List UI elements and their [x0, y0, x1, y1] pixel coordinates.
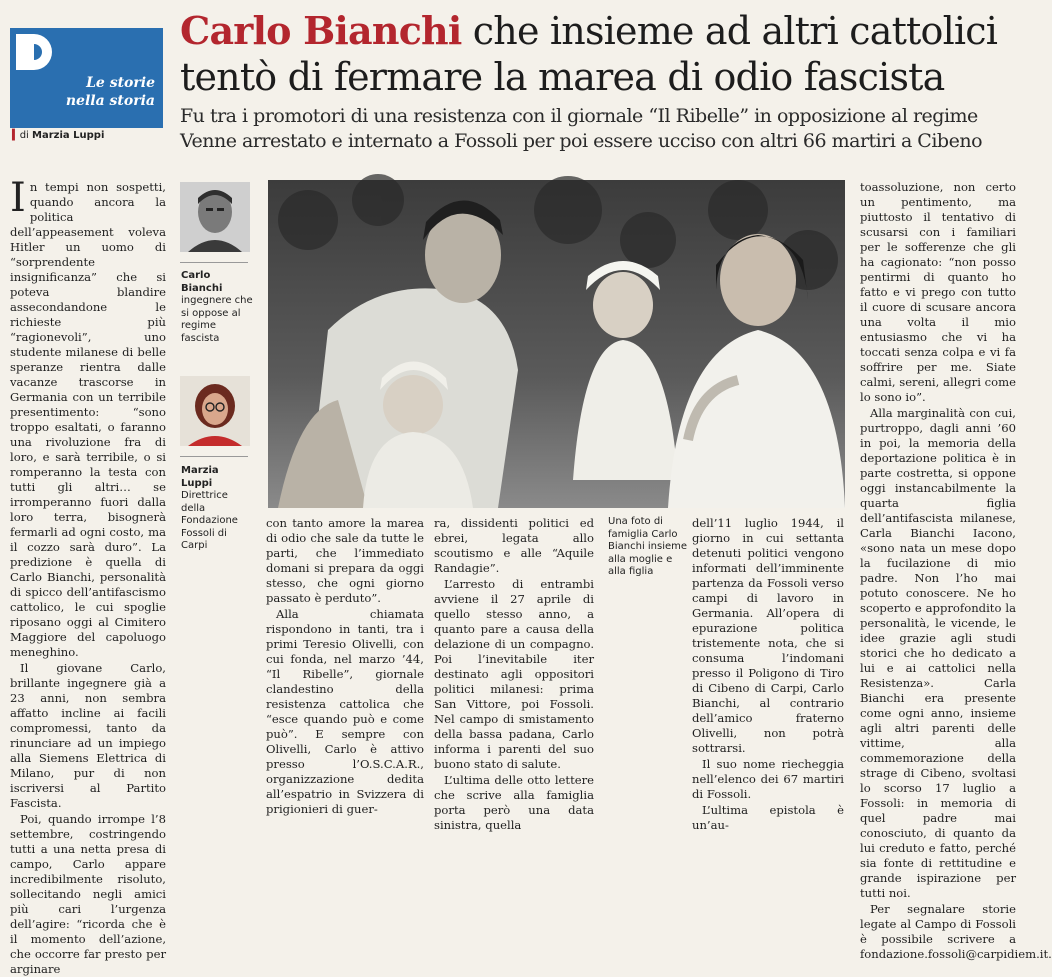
sidebar-divider-1 — [180, 262, 248, 263]
column5-paragraph2: Alla marginalità con cui, purtroppo, dagli anni ’60 in poi, la memoria della deportazione politica è in parte costretta, si oppone oggi instancabilmente la quarta figlia dell’antifascista milanese, Carla Bianchi Iacono, «sono nata un mese dopo la fucilazione di mio padre. Non l’ho mai potuto conoscere. Ne ho scoperto e approfondito la personalità, le vicende, le idee grazie agli studi storici che ho dedicato a lui e ai cattolici nella Resistenza». Carla Bianchi era presente come ogni anno, insieme agli altri parenti delle vittime, alla commemorazione della strage di Cibeno, svoltasi lo scorso 17 luglio a Fossoli: in memoria di quel padre mai conosciuto, di quanto da lui creduto e fatto, perché sia fonte di rettitudine e grande ispirazione per tutti noi. — [860, 406, 1016, 900]
family-photo-image-icon — [268, 180, 845, 508]
column4-paragraph2: Il suo nome riecheggia nell’elenco dei 67 martiri di Fossoli. — [692, 757, 844, 801]
subhead-line1: Fu tra i promotori di una resistenza con il giornale “Il Ribelle” in opposizione al regime — [180, 105, 978, 127]
column4-paragraph3: L’ultima epistola è un’au- — [692, 803, 844, 832]
carlo-caption-name: Carlo Bianchi — [181, 270, 223, 294]
byline-marker-icon: ▍ — [12, 130, 20, 141]
column5-paragraph1: toassoluzione, non certo un pentimento, ma piuttosto il tentativo di scusarsi con i familiari per le sofferenze che gli ha cagionato: “non posso pentirmi di quanto ho fatto e vi prego con tutto il cuore di scusare ancora una volta il mio entusiasmo che vi ha toccati senza colpa e vi fa soffrire per me. Siate calmi, sereni, allegri come lo sono io”. — [860, 180, 1016, 404]
marzia-caption-name: Marzia Luppi — [181, 465, 219, 489]
column1-text1: n tempi non sospetti, quando ancora la politica dell’appeasement voleva Hitler un uomo di “sorprendente insignificanza” che si poteva blandire assecondandone le richieste più “ragionevoli”, uno studente milanese di belle speranze rientra dalle vacanze trascorse in Germania con un terribile presentimento: “sono troppo esaltati, o faranno una rivoluzione fra di loro, e sarà terribile, o si romperanno la testa con tutti gli altri… se irromperanno fuori dalla loro terra, bisognerà fermarli ad ogni costo, ma il cozzo sarà duro”. La predizione è quella di Carlo Bianchi, personalità di spicco dell’antifascismo cattolico, le cui spoglie riposano oggi al Cimitero Maggiore del capoluogo meneghino. — [10, 180, 166, 659]
marzia-luppi-portrait — [180, 376, 250, 446]
column1-paragraph1 — [10, 175, 166, 660]
marzia-caption — [181, 465, 253, 553]
headline — [180, 8, 1020, 100]
column1-paragraph2: Il giovane Carlo, brillante ingegnere già a 23 anni, non sembra affatto incline ai facili compromessi, tanto da rinunciare ad un impiego alla Siemens Elettrica di Milano, pur di non iscriversi al Partito Fascista. — [10, 661, 166, 810]
byline — [12, 130, 104, 141]
headline-line1: che insieme ad altri cattolici — [472, 9, 998, 53]
series-title — [45, 74, 155, 110]
headline-line2: tentò di fermare la marea di odio fascista — [180, 55, 945, 99]
subhead-line2: Venne arrestato e internato a Fossoli per poi essere ucciso con altri 66 martiri a Cibeno — [180, 130, 983, 152]
article-column-5 — [860, 180, 1052, 961]
carlo-portrait-image-icon — [180, 182, 250, 252]
series-logo-icon — [12, 30, 56, 74]
carlo-bianchi-portrait — [180, 182, 250, 252]
column2-paragraph2: Alla chiamata rispondono in tanti, tra i primi Teresio Olivelli, con cui fonda, nel marzo ’44, “Il Ribelle”, giornale clandestino della resistenza cattolica che “esce quando può e come può”. E sempre con Olivelli, Carlo è attivo presso l’O.S.C.A.R., organizzazione dedita all’espatrio in Svizzera di prigionieri di guer- — [266, 607, 424, 816]
column3-paragraph3: L’ultima delle otto lettere che scrive alla famiglia porta però una data sinistra, quella — [434, 773, 594, 832]
series-title-line2: nella storia — [65, 93, 155, 109]
article-column-3 — [434, 516, 594, 832]
series-title-line1: Le storie — [86, 75, 155, 91]
column1-paragraph3: Poi, quando irrompe l’8 settembre, costringendo tutti a una netta presa di campo, Carlo appare incredibilmente risoluto, sollecitando negli amici più cari l’urgenza dell’agire: “ricorda che è il momento dell’azione, che occorre far presto per arginare — [10, 812, 166, 976]
carlo-caption-desc: ingegnere che si oppose al regime fascista — [181, 295, 253, 344]
article-column-1 — [10, 175, 166, 976]
column3-paragraph1: ra, dissidenti politici ed ebrei, legata allo scoutismo e alle “Aquile Randagie”. — [434, 516, 594, 575]
headline-name: Carlo Bianchi — [180, 8, 462, 53]
article-column-2 — [266, 516, 424, 816]
article-column-4 — [692, 516, 844, 832]
byline-prefix: di — [19, 130, 29, 141]
subheadline — [180, 104, 1020, 154]
column3-paragraph2: L’arresto di entrambi avviene il 27 aprile di quello stesso anno, a quanto pare a causa della delazione di un compagno. Poi l’inevitabile iter destinato agli oppositori politici milanesi: prima San Vittore, poi Fossoli. Nel campo di smistamento della bassa padana, Carlo informa i parenti del suo buono stato di salute. — [434, 577, 594, 771]
drop-cap: I — [10, 175, 26, 221]
marzia-caption-desc: Direttrice della Fondazione Fossoli di Carpi — [181, 490, 238, 551]
column2-paragraph1: con tanto amore la marea di odio che sale da tutte le parti, che l’immediato domani si prepara da oggi stesso, che ogni giorno passato è perduto”. — [266, 516, 424, 605]
sidebar-divider-2 — [180, 456, 248, 457]
column4-paragraph1: dell’11 luglio 1944, il giorno in cui settanta detenuti politici vengono informati dell’imminente partenza da Fossoli verso campi di lavoro in Germania. All’opera di epurazione politica tristemente nota, che si consuma l’indomani presso il Poligono di Tiro di Cibeno di Carpi, Carlo Bianchi, al contrario dell’amico fraterno Olivelli, non potrà sottrarsi. — [692, 516, 844, 755]
photo-caption: Una foto di famiglia Carlo Bianchi insieme alla moglie e alla figlia — [608, 516, 688, 577]
family-photo — [268, 180, 845, 508]
series-box — [10, 28, 163, 128]
column5-paragraph3: Per segnalare storie legate al Campo di Fossoli è possibile scrivere a fondazione.fossoli@carpidiem.it. — [860, 902, 1052, 961]
marzia-portrait-image-icon — [180, 376, 250, 446]
carlo-caption — [181, 270, 253, 345]
byline-author: Marzia Luppi — [32, 130, 105, 141]
